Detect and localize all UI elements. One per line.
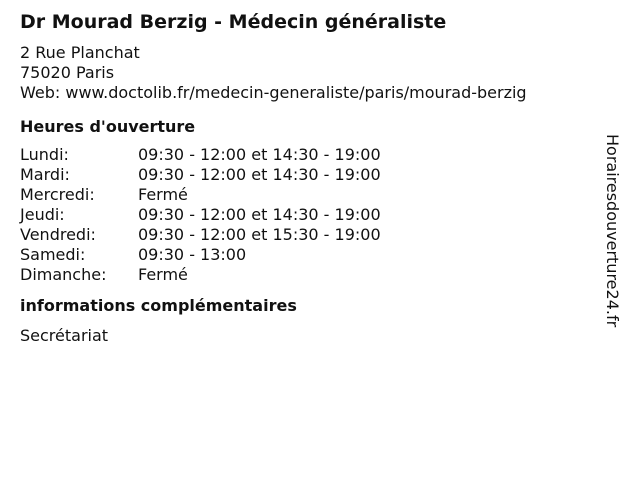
- day-label: Samedi:: [20, 245, 86, 264]
- day-label: Mercredi:: [20, 185, 95, 204]
- opening-hours-table: [20, 145, 600, 285]
- listing-card: [20, 9, 600, 346]
- hours-row-friday: [20, 225, 600, 245]
- day-label: Vendredi:: [20, 225, 96, 244]
- time-value: 09:30 - 12:00 et 14:30 - 19:00: [138, 205, 381, 224]
- additional-info-text: Secrétariat: [20, 326, 109, 345]
- site-watermark: Horairesdouverture24.fr: [603, 134, 622, 328]
- time-value: 09:30 - 12:00 et 15:30 - 19:00: [138, 225, 381, 244]
- day-label: Mardi:: [20, 165, 70, 184]
- additional-info-heading: informations complémentaires: [20, 296, 297, 315]
- hours-row-wednesday: [20, 185, 600, 205]
- page-title: Dr Mourad Berzig - Médecin généraliste: [20, 11, 447, 33]
- city-postcode: 75020 Paris: [20, 63, 115, 82]
- hours-row-monday: [20, 145, 600, 165]
- time-value: 09:30 - 12:00 et 14:30 - 19:00: [138, 145, 381, 164]
- hours-row-sunday: [20, 265, 600, 285]
- day-label: Lundi:: [20, 145, 69, 164]
- time-value: 09:30 - 12:00 et 14:30 - 19:00: [138, 165, 381, 184]
- time-value: 09:30 - 13:00: [138, 245, 247, 264]
- time-value: Fermé: [138, 185, 188, 204]
- website-link[interactable]: Web: www.doctolib.fr/medecin-generaliste/paris/mourad-berzig: [20, 83, 527, 102]
- hours-row-saturday: [20, 245, 600, 265]
- street-address: 2 Rue Planchat: [20, 43, 140, 62]
- hours-row-tuesday: [20, 165, 600, 185]
- day-label: Dimanche:: [20, 265, 107, 284]
- day-label: Jeudi:: [20, 205, 65, 224]
- time-value: Fermé: [138, 265, 188, 284]
- hours-row-thursday: [20, 205, 600, 225]
- opening-hours-heading: Heures d'ouverture: [20, 117, 196, 136]
- address-block: [20, 43, 600, 103]
